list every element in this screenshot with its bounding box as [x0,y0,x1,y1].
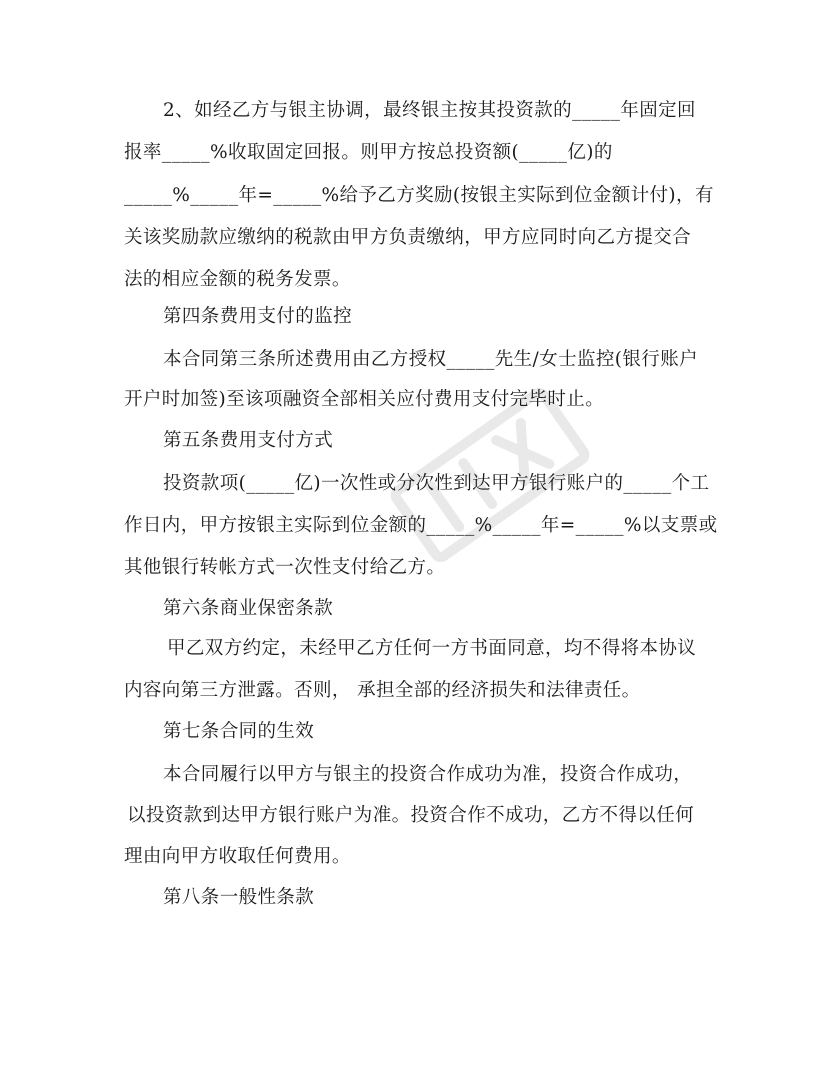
text-line: 本合同履行以甲方与银主的投资合作成功为准，投资合作成功， [163,764,693,785]
text-line: 本合同第三条所述费用由乙方授权_____先生/女士监控(银行账户 [163,349,699,370]
text-line: 开户时加签)至该项融资全部相关应付费用支付完毕时止。 [124,389,605,410]
text-line: 内容向第三方泄露。否则， 承担全部的经济损失和法律责任。 [124,680,641,701]
text-line: 2、如经乙方与银主协调，最终银主按其投资款的_____年固定回 [163,100,696,121]
section-heading: 第五条费用支付方式 [163,430,334,451]
section-heading: 第七条合同的生效 [163,721,315,742]
text-line: 关该奖励款应缴纳的税款由甲方负责缴纳，甲方应同时向乙方提交合 [124,227,692,248]
text-line: 以投资款到达甲方银行账户为准。投资合作不成功，乙方不得以任何 [127,805,695,826]
text-line: 其他银行转帐方式一次性支付给乙方。 [124,557,446,578]
section-heading: 第六条商业保密条款 [163,598,334,619]
text-line: 投资款项(_____亿)一次性或分次性到达甲方银行账户的_____个工 [163,473,710,494]
section-heading: 第八条一般性条款 [163,887,315,908]
text-line: 作日内，甲方按银主实际到位金额的_____%_____年=_____%以支票或 [124,515,718,536]
text-line: 法的相应金额的税务发票。 [124,269,351,290]
text-line: 甲乙双方约定，未经甲乙方任何一方书面同意，均不得将本协议 [167,638,697,659]
text-line: 报率_____%收取固定回报。则甲方按总投资额(_____亿)的 [124,142,613,163]
text-line: _____%_____年=_____%给予乙方奖励(按银主实际到位金额计付)，有 [124,185,714,206]
text-line: 理由向甲方收取任何费用。 [124,846,351,867]
section-heading: 第四条费用支付的监控 [163,306,353,327]
